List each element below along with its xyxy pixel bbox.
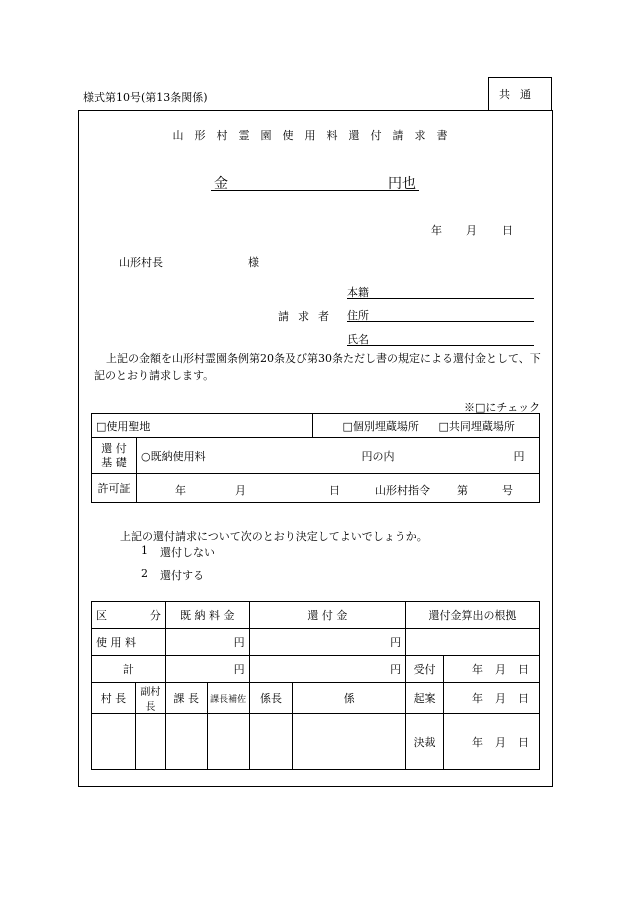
permit-day: 日 [329, 484, 340, 497]
individual-checkbox[interactable]: □個別埋蔵場所 [342, 419, 419, 433]
basis-cell [406, 629, 540, 656]
date-year: 年 [431, 224, 442, 237]
usage-fee-refund-yen: 円 [249, 629, 406, 656]
request-body-text: 上記の金額を山形村霊園条例第20条及び第30条ただし書の規定による還付金として、下記のとおり請求します。 [94, 352, 541, 382]
total-refund-yen: 円 [249, 656, 406, 683]
usage-fee-label: 使 用 料 [92, 629, 166, 656]
total-label: 計 [92, 656, 166, 683]
check-note: ※□にチェック [464, 401, 541, 414]
document-title: 山形村霊園使用料還付請求書 [172, 129, 459, 142]
permit-number-prefix: 第 [457, 484, 468, 497]
address-line [347, 321, 534, 322]
chief-label: 課 長 [165, 683, 207, 714]
total-paid-yen: 円 [165, 656, 249, 683]
permit-date-cell [137, 474, 540, 503]
refund-basis-table [91, 413, 540, 503]
usage-fee-paid-yen: 円 [165, 629, 249, 656]
deputy-label: 副村長 [135, 683, 165, 714]
usage-land-cell [92, 414, 313, 438]
paid-amount-header: 既 納 料 金 [165, 602, 249, 629]
yen-of-label: 円の内 [361, 449, 395, 463]
form-number-label: 様式第10号(第13条関係) [83, 91, 208, 104]
mayor-seal[interactable] [92, 714, 136, 770]
staff-seal[interactable] [293, 714, 406, 770]
staff-label: 係 [293, 683, 406, 714]
refund-basis-line2: 基 礎 [101, 455, 127, 469]
assistant-label: 課長補佐 [207, 683, 249, 714]
yen-label: 円 [513, 449, 525, 463]
option2-label: 還付する [160, 569, 204, 582]
address-label: 住所 [347, 309, 369, 322]
deputy-seal[interactable] [135, 714, 165, 770]
decided-label: 決裁 [406, 714, 444, 770]
village-order-label: 山形村指令 [375, 484, 430, 497]
date-day: 日 [502, 224, 513, 237]
common-label-box: 共通 [488, 77, 552, 110]
permit-label: 許可証 [92, 474, 137, 503]
amount-prefix: 金 [214, 176, 228, 192]
date-month: 月 [466, 224, 477, 237]
name-line [347, 345, 534, 346]
basis-header: 還付金算出の根拠 [406, 602, 540, 629]
requester-label: 請求者 [278, 310, 338, 323]
permit-month: 月 [235, 484, 246, 497]
option1-number: 1 [141, 544, 148, 557]
option1-label: 還付しない [160, 546, 215, 559]
paid-fee-cell [137, 438, 540, 474]
draft-label: 起案 [406, 683, 444, 714]
decided-date: 年 月 日 [444, 714, 540, 770]
domicile-line [347, 298, 534, 299]
decision-text: 上記の還付請求について次のとおり決定してよいでしょうか。 [120, 530, 428, 543]
chief-seal[interactable] [165, 714, 207, 770]
section-chief-label: 係長 [249, 683, 293, 714]
name-label: 氏名 [347, 333, 369, 346]
permit-year: 年 [175, 484, 186, 497]
assistant-seal[interactable] [207, 714, 249, 770]
category-header: 区 分 [92, 602, 166, 629]
usage-land-checkbox[interactable]: □使用聖地 [96, 419, 151, 433]
addressee-suffix: 様 [248, 256, 259, 269]
refund-header: 還 付 金 [249, 602, 406, 629]
paid-fee-radio[interactable]: ○既納使用料 [141, 449, 206, 463]
permit-number-suffix: 号 [502, 484, 513, 497]
approval-table [91, 601, 540, 770]
received-label: 受付 [406, 656, 444, 683]
domicile-label: 本籍 [347, 286, 369, 299]
mayor-label: 村 長 [92, 683, 136, 714]
refund-basis-line1: 還 付 [101, 441, 127, 455]
amount-underline [211, 190, 419, 191]
section-chief-seal[interactable] [249, 714, 293, 770]
refund-basis-label-cell [92, 438, 137, 474]
received-date: 年 月 日 [444, 656, 540, 683]
draft-date: 年 月 日 [444, 683, 540, 714]
option2-number: 2 [141, 567, 148, 580]
addressee: 山形村長 [119, 256, 163, 269]
shared-checkbox[interactable]: □共同埋蔵場所 [438, 419, 515, 433]
amount-suffix: 円也 [388, 176, 416, 192]
burial-type-cell [312, 414, 539, 438]
